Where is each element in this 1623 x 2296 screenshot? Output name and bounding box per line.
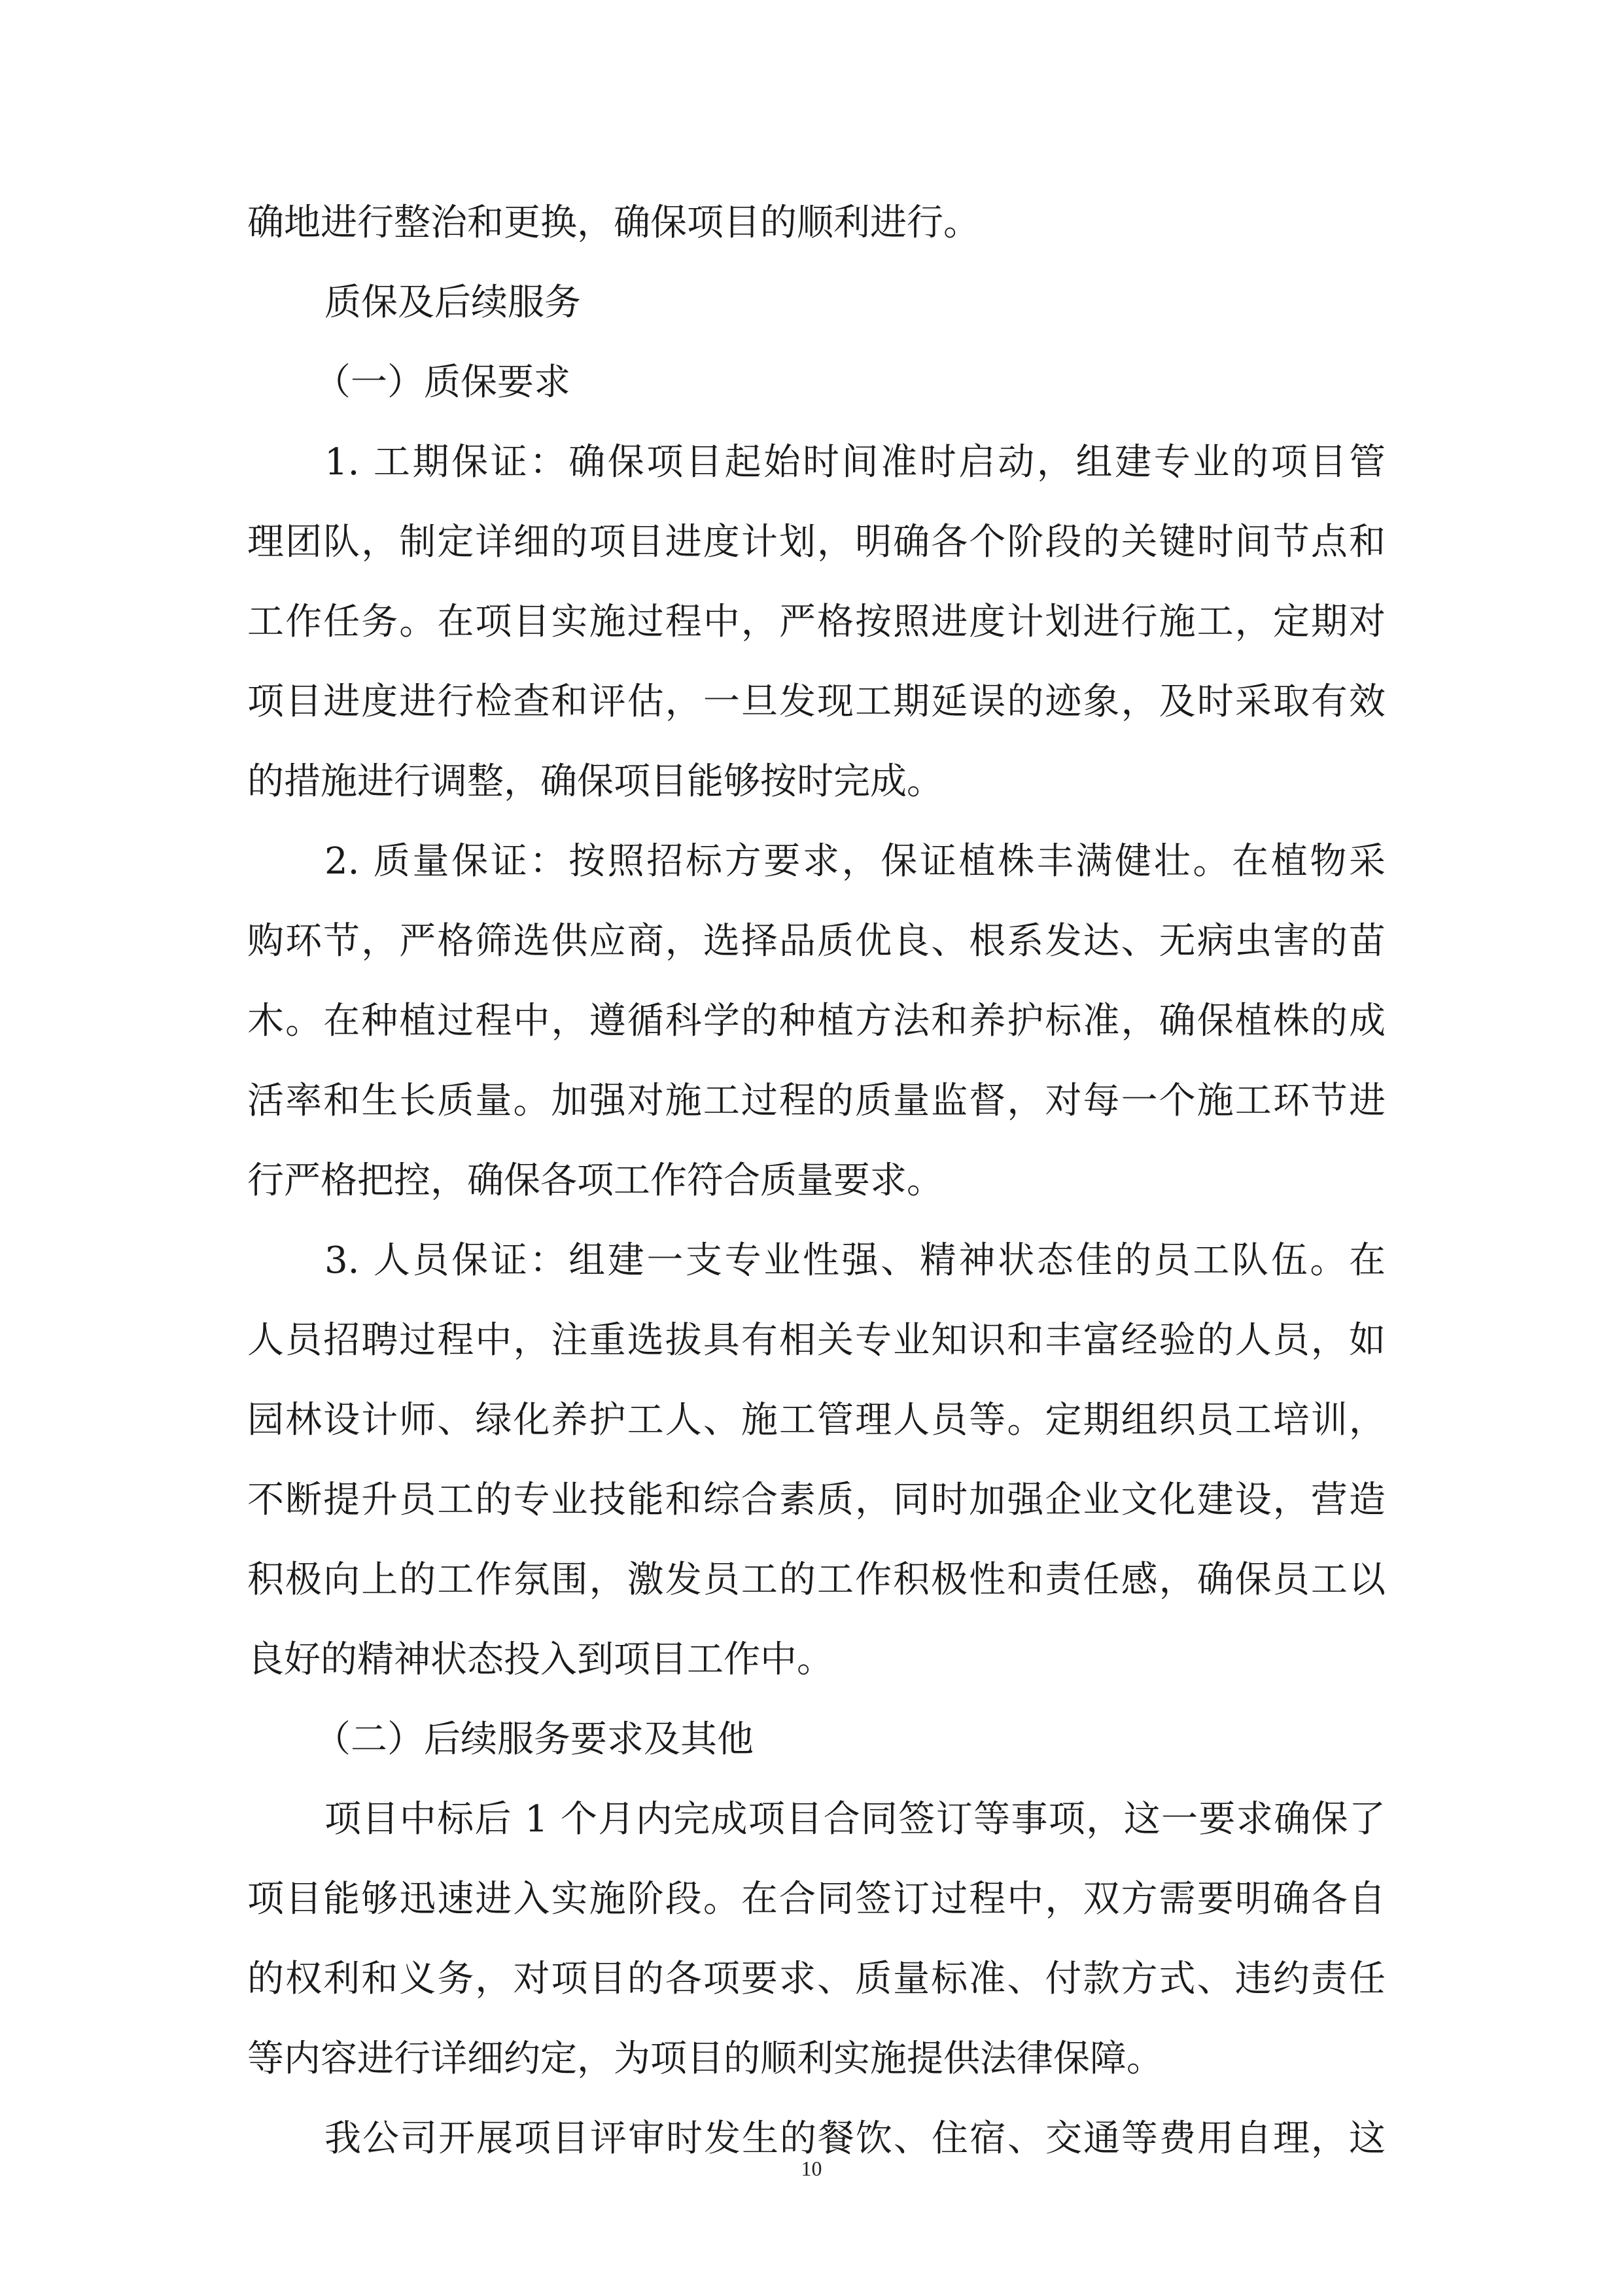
- paragraph-line: 2. 质量保证：按照招标方要求，保证植株丰满健壮。在植物采: [324, 840, 1386, 883]
- paragraph-line: 项目中标后 1 个月内完成项目合同签订等事项，这一要求确保了: [324, 1798, 1386, 1841]
- paragraph-line: 确地进行整治和更换，确保项目的顺利进行。: [247, 202, 980, 244]
- paragraph-line: 工作任务。在项目实施过程中，严格按照进度计划进行施工，定期对: [247, 601, 1386, 643]
- paragraph-line: 木。在种植过程中，遵循科学的种植方法和养护标准，确保植株的成: [247, 1000, 1386, 1042]
- paragraph-line: 项目进度进行检查和评估，一旦发现工期延误的迹象，及时采取有效: [247, 680, 1386, 723]
- subsection-heading: （二）后续服务要求及其他: [314, 1718, 754, 1761]
- paragraph-line: 我公司开展项目评审时发生的餐饮、住宿、交通等费用自理，这: [324, 2117, 1386, 2160]
- paragraph-line: 积极向上的工作氛围，激发员工的工作积极性和责任感，确保员工以: [247, 1559, 1386, 1601]
- paragraph-line: 理团队，制定详细的项目进度计划，明确各个阶段的关键时间节点和: [247, 521, 1386, 563]
- paragraph-line: 活率和生长质量。加强对施工过程的质量监督，对每一个施工环节进: [247, 1080, 1386, 1122]
- paragraph-line: 的权利和义务，对项目的各项要求、质量标准、付款方式、违约责任: [247, 1958, 1386, 2000]
- paragraph-line: 1. 工期保证：确保项目起始时间准时启动，组建专业的项目管: [324, 441, 1386, 484]
- paragraph-line: 3. 人员保证：组建一支专业性强、精神状态佳的员工队伍。在: [324, 1239, 1386, 1282]
- section-heading: 质保及后续服务: [324, 281, 581, 324]
- subsection-heading: （一）质保要求: [314, 361, 570, 404]
- paragraph-line: 不断提升员工的专业技能和综合素质，同时加强企业文化建设，营造: [247, 1479, 1386, 1521]
- document-body: [247, 183, 1386, 2179]
- paragraph-line: 良好的精神状态投入到项目工作中。: [247, 1638, 833, 1681]
- paragraph-line: 行严格把控，确保各项工作符合质量要求。: [247, 1159, 943, 1202]
- paragraph-line: 园林设计师、绿化养护工人、施工管理人员等。定期组织员工培训，: [247, 1399, 1386, 1441]
- paragraph-line: 等内容进行详细约定，为项目的顺利实施提供法律保障。: [247, 2038, 1163, 2080]
- paragraph-line: 购环节，严格筛选供应商，选择品质优良、根系发达、无病虫害的苗: [247, 920, 1386, 963]
- paragraph-line: 人员招聘过程中，注重选拔具有相关专业知识和丰富经验的人员，如: [247, 1319, 1386, 1362]
- page-number: 10: [801, 2157, 822, 2180]
- paragraph-line: 的措施进行调整，确保项目能够按时完成。: [247, 760, 943, 803]
- paragraph-line: 项目能够迅速进入实施阶段。在合同签订过程中，双方需要明确各自: [247, 1878, 1386, 1920]
